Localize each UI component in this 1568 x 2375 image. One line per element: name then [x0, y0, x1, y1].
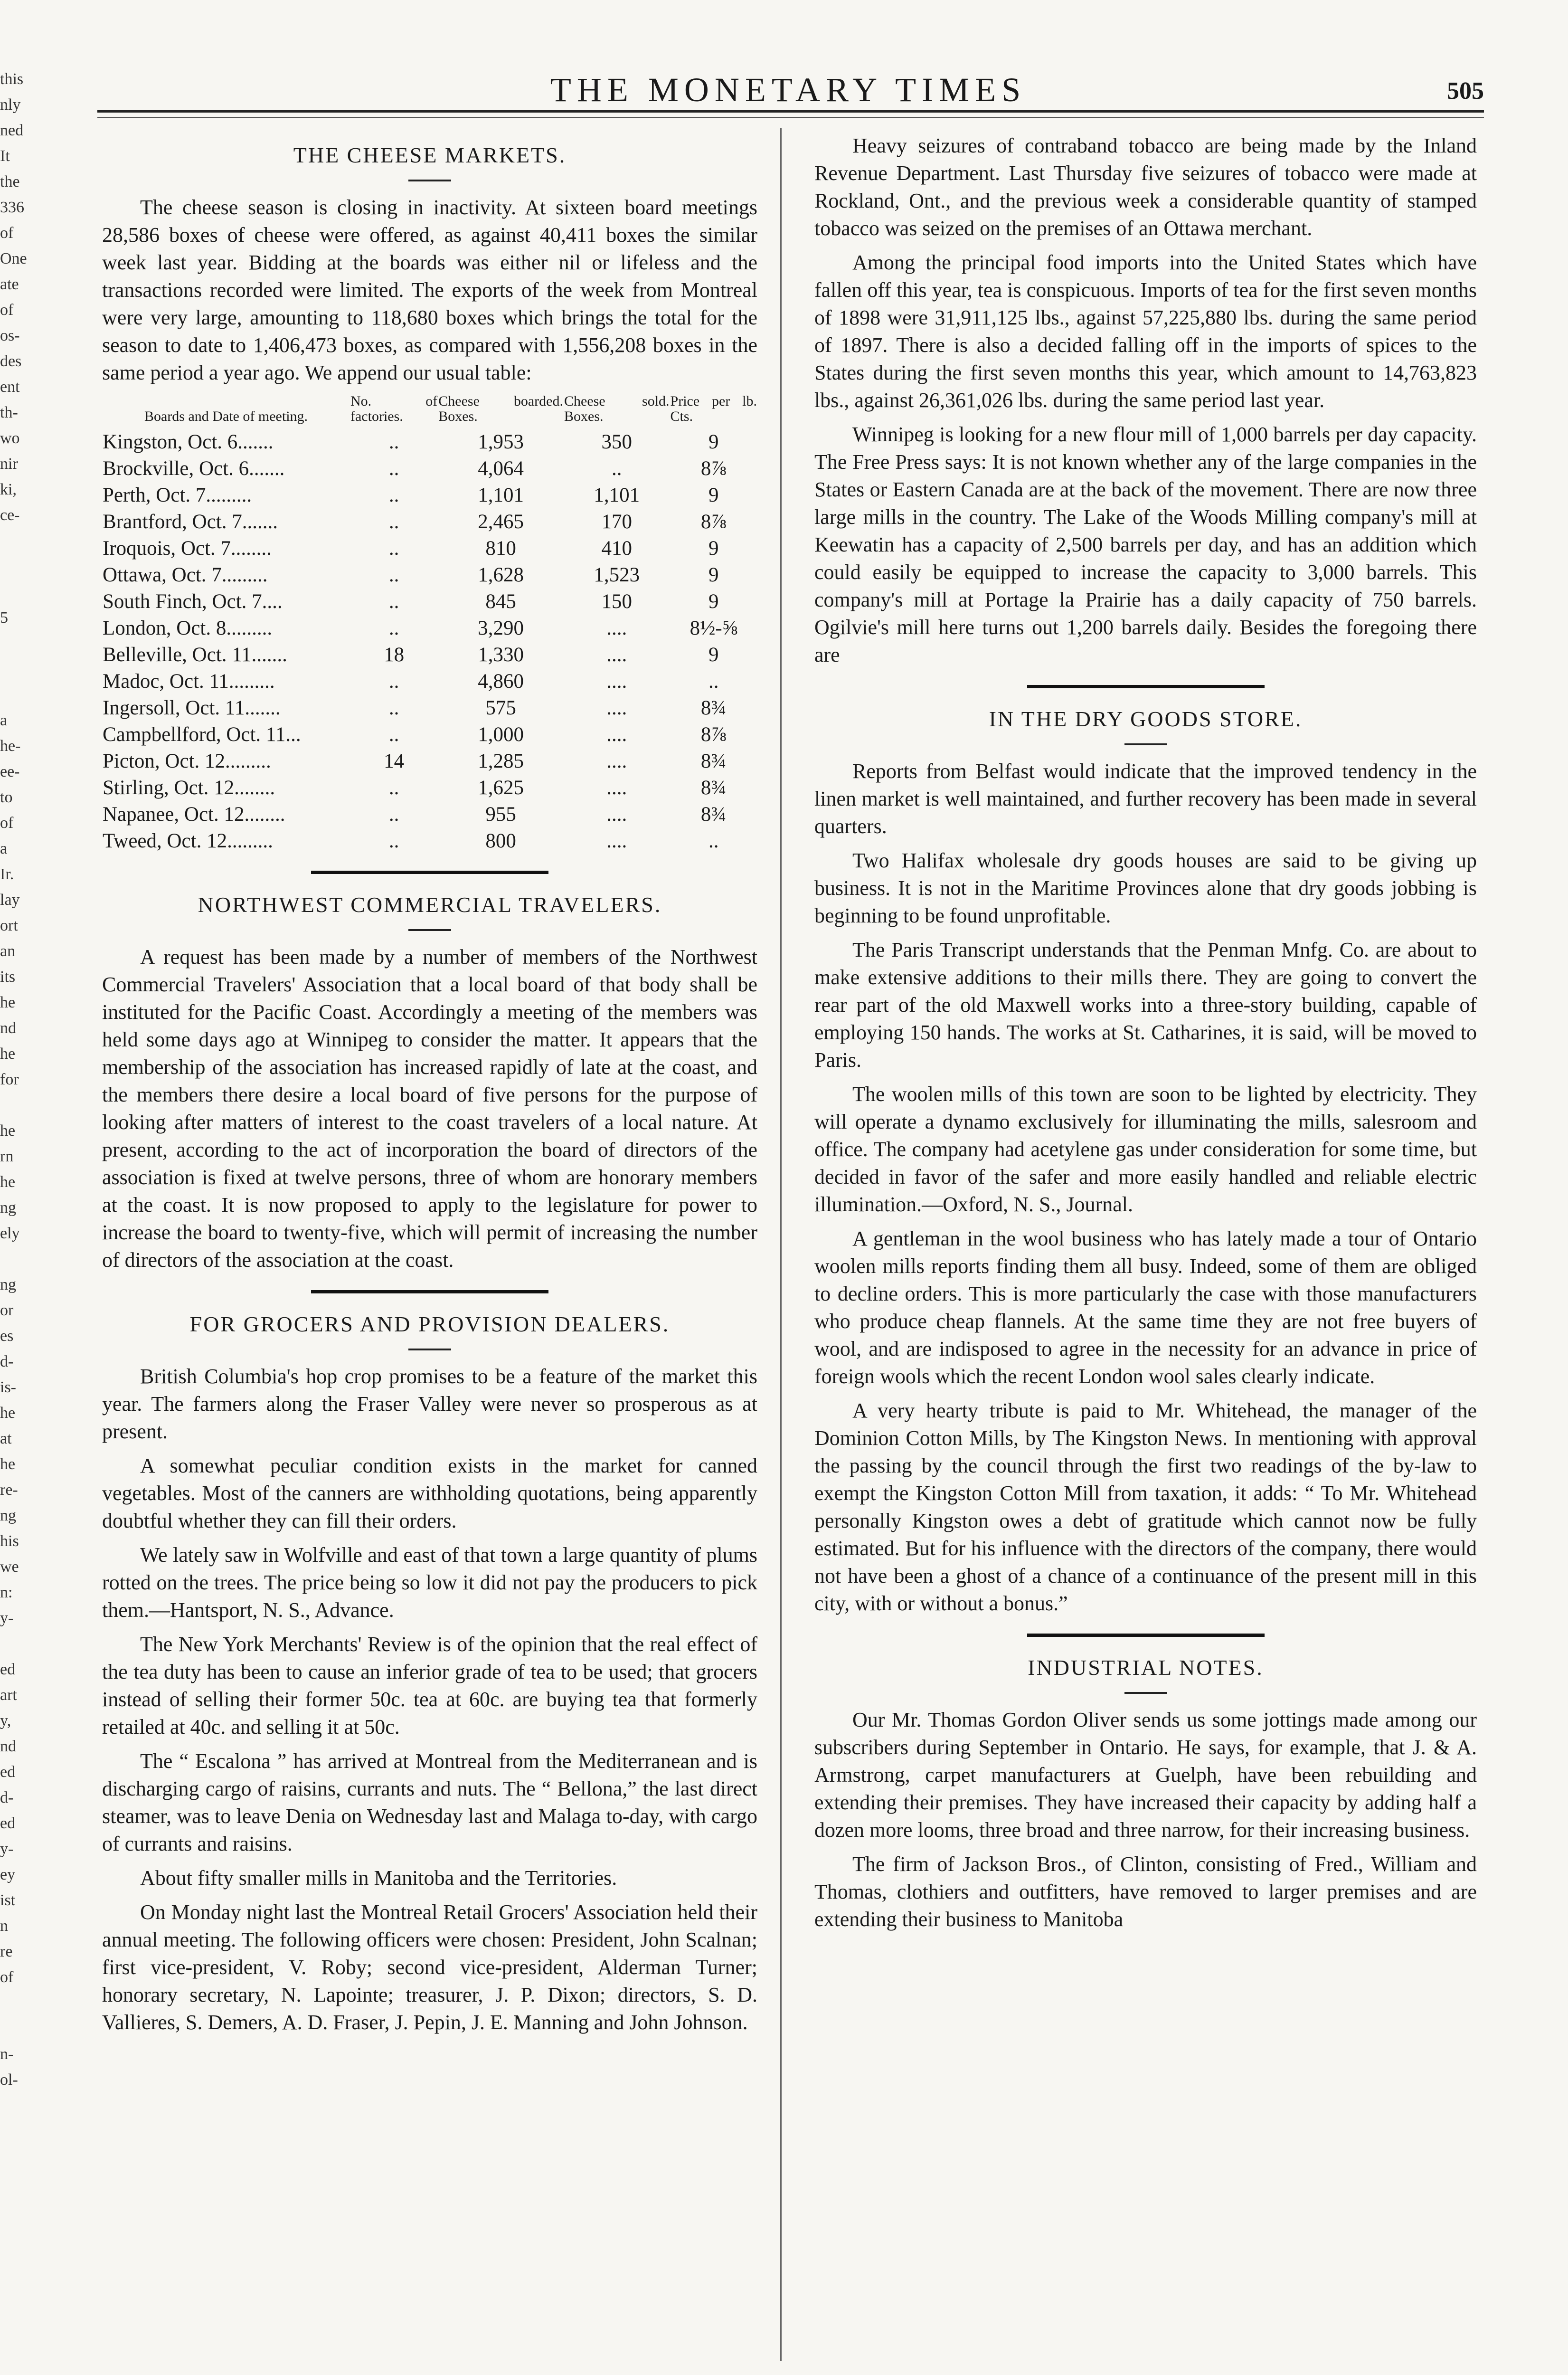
table-cell: Campbellford, Oct. 11... [103, 723, 301, 746]
table-row [102, 615, 757, 642]
table-cell: London, Oct. 8......... [103, 617, 273, 639]
margin-fragment: ng [0, 1276, 16, 1293]
margin-fragment: ate [0, 276, 19, 293]
table-cell: 350 [601, 431, 633, 453]
table-cell: Belleville, Oct. 11....... [103, 644, 287, 666]
margin-fragment: the [0, 173, 20, 190]
table-cell: .. [388, 697, 399, 719]
cheese-column-header: Cheese sold. Boxes. [564, 393, 670, 424]
table-cell: .. [388, 803, 399, 826]
table-cell: 1,330 [478, 644, 524, 666]
margin-fragment: of [0, 301, 14, 319]
margin-fragment: lay [0, 891, 20, 909]
margin-fragment: we [0, 1558, 19, 1576]
cheese-column-header: Boards and Date of meeting. [144, 408, 308, 424]
margin-fragment: ee- [0, 763, 20, 780]
margin-fragment: he [0, 1455, 16, 1473]
margin-fragment: he [0, 994, 16, 1011]
margin-fragment: its [0, 968, 16, 986]
drygoods-body [814, 758, 1477, 1617]
margin-fragment: n- [0, 2045, 14, 2063]
margin-fragment: or [0, 1302, 14, 1319]
table-cell: 3,290 [478, 617, 524, 639]
margin-fragment: ed [0, 1661, 16, 1678]
margin-fragment: ng [0, 1507, 16, 1524]
margin-fragment [0, 580, 28, 605]
margin-fragment: his [0, 1532, 19, 1550]
table-cell: 170 [601, 511, 633, 533]
table-cell: .... [606, 670, 627, 693]
table-cell: .... [606, 697, 627, 719]
industrial-paragraph: Our Mr. Thomas Gordon Oliver sends us some jottings made among our subscribers during September in Ontario. He says, for example, that J. & A. Armstrong, carpet manufacturers at Guelph, have been rebuilding and extending their premises. They have increased their capacity by adding half a dozen more looms, three broad and three narrow, for their increasing business. [814, 1708, 1477, 1842]
table-cell: 8⅞ [700, 457, 727, 480]
margin-fragment: 5 [0, 609, 8, 627]
margin-fragment: y- [0, 1609, 14, 1627]
margin-fragment: nd [0, 1019, 16, 1037]
table-cell: Kingston, Oct. 6....... [103, 431, 274, 453]
table-cell: 9 [708, 644, 719, 666]
margin-fragment: One [0, 250, 27, 267]
masthead [93, 70, 1484, 123]
table-cell: 9 [708, 484, 719, 506]
table-cell: 8¾ [700, 803, 727, 826]
table-cell: .. [388, 590, 399, 613]
table-cell: Iroquois, Oct. 7........ [103, 537, 272, 560]
table-row [102, 535, 757, 562]
margin-fragment: of [0, 814, 14, 832]
table-cell: .. [388, 830, 399, 852]
margin-fragment: th- [0, 404, 18, 421]
margin-fragment: he [0, 1045, 16, 1063]
drygoods-paragraph: Two Halifax wholesale dry goods houses are said to be giving up business. It is not in the Maritime Provinces alone that dry goods jobbing is beginning to be found unprofitable. [814, 849, 1477, 927]
table-cell: 810 [485, 537, 516, 560]
table-cell: 800 [485, 830, 516, 852]
table-cell: 4,064 [478, 457, 524, 480]
margin-fragment [0, 1092, 28, 1118]
drygoods-paragraph: A very hearty tribute is paid to Mr. Whitehead, the manager of the Dominion Cotton Mills, by The Kingston News. In mentioning with approval the passing by the council through the first two readings of the by-law to exempt the Kingston Cotton Mill from taxation, it adds: “ To Mr. Whitehead personally Kingston owes a debt of gratitude which cannot now be fully estimated. But for his influence with the directors of the company, there would not have been a ghost of a chance of a continuance of the present mill in this city, with or without a bonus.” [814, 1399, 1477, 1615]
margin-fragment: rn [0, 1148, 14, 1165]
table-cell: 150 [601, 590, 633, 613]
margin-fragment: is- [0, 1378, 16, 1396]
margin-fragment: ely [0, 1225, 20, 1242]
table-cell: Napanee, Oct. 12........ [103, 803, 285, 826]
table-cell: South Finch, Oct. 7.... [103, 590, 283, 613]
table-cell: 845 [485, 590, 516, 613]
margin-fragment: wo [0, 429, 20, 447]
grocers-paragraph: About fifty smaller mills in Manitoba and the Territories. [140, 1866, 617, 1890]
margin-fragment [0, 1990, 28, 2016]
table-cell: .... [606, 803, 627, 826]
margin-fragment: ort [0, 917, 18, 934]
table-cell: .... [606, 777, 627, 799]
masthead-rule [97, 110, 1484, 113]
table-cell: 4,860 [478, 670, 524, 693]
margin-fragment: des [0, 352, 22, 370]
table-cell: Madoc, Oct. 11......... [103, 670, 275, 693]
table-cell: 2,465 [478, 511, 524, 533]
cheese-column-header: Price per lb. Cts. [670, 393, 757, 424]
table-cell: 8¾ [700, 777, 727, 799]
margin-fragment [0, 631, 28, 656]
left-column [102, 124, 757, 2043]
margin-fragment: of [0, 224, 14, 242]
margin-fragment: d- [0, 1353, 14, 1370]
grocers-body [102, 1363, 757, 2036]
table-cell: 1,285 [478, 750, 524, 772]
drygoods-heading: IN THE DRY GOODS STORE. [989, 707, 1303, 731]
table-cell: 18 [384, 644, 405, 666]
table-cell: 1,625 [478, 777, 524, 799]
margin-fragment: re [0, 1943, 13, 1960]
table-row [102, 482, 757, 509]
table-cell: 1,953 [478, 431, 524, 453]
table-row [102, 562, 757, 589]
grocers-paragraph: We lately saw in Wolfville and east of that town a large quantity of plums rotted on the trees. The price being so low it did not pay the producers to pick them.—Hantsport, N. S., Advance. [102, 1543, 757, 1622]
table-cell: .. [388, 484, 399, 506]
table-row [102, 748, 757, 775]
table-cell: .... [606, 723, 627, 746]
table-cell: .. [612, 457, 622, 480]
news-paragraph: Heavy seizures of contraband tobacco are being made by the Inland Revenue Department. Last Thursday five seizures of tobacco were made at Rockland, Ont., and the previous week a considerable quantity of stamped tobacco was seized on the premises of an Ottawa merchant. [814, 134, 1477, 240]
margin-fragment: n: [0, 1584, 13, 1601]
margin-fragment: a [0, 712, 8, 729]
margin-fragment: of [0, 1968, 14, 1986]
table-cell: .. [388, 511, 399, 533]
grocers-paragraph: British Columbia's hop crop promises to be a feature of the market this year. The farmers along the Fraser Valley were never so prosperous as at present. [102, 1365, 757, 1443]
table-cell: .. [708, 830, 719, 852]
table-cell: Tweed, Oct. 12......... [103, 830, 273, 852]
column-separator [780, 128, 782, 2361]
margin-fragment: ng [0, 1199, 16, 1216]
drygoods-paragraph: Reports from Belfast would indicate that the improved tendency in the linen market is well maintained, and further recovery has been made in several quarters. [814, 760, 1477, 838]
table-cell: 410 [601, 537, 633, 560]
margin-fragment: ce- [0, 506, 20, 524]
publication-title: THE MONETARY TIMES [550, 71, 1027, 109]
table-cell: 8⅞ [700, 511, 727, 533]
table-cell: Brantford, Oct. 7....... [103, 511, 278, 533]
table-row [102, 429, 757, 456]
table-cell: 1,000 [478, 723, 524, 746]
margin-fragment: re- [0, 1481, 18, 1499]
margin-fragment: 336 [0, 199, 24, 216]
table-cell: 14 [384, 750, 405, 772]
industrial-body [814, 1706, 1477, 1933]
margin-fragment: os- [0, 327, 20, 344]
margin-fragment: es [0, 1327, 14, 1345]
margin-fragment: ned [0, 122, 24, 139]
table-cell: .... [606, 644, 627, 666]
table-cell: Ottawa, Oct. 7......... [103, 564, 268, 586]
table-row [102, 722, 757, 748]
table-row [102, 642, 757, 668]
cheese-table [102, 393, 757, 855]
section-divider [311, 1290, 548, 1293]
right-column [814, 124, 1477, 1940]
margin-fragment: for [0, 1071, 19, 1088]
margin-fragment [0, 656, 28, 682]
margin-fragment: nd [0, 1738, 16, 1755]
section-divider [1027, 685, 1265, 688]
section-divider [311, 871, 548, 874]
margin-fragment [0, 528, 28, 554]
margin-fragment: Ir. [0, 865, 14, 883]
margin-fragment: he- [0, 737, 21, 755]
table-row [102, 775, 757, 801]
table-cell: .. [388, 431, 399, 453]
margin-fragment: a [0, 840, 8, 857]
table-cell: Picton, Oct. 12......... [103, 750, 271, 772]
section-rule [408, 180, 451, 181]
margin-fragment [0, 554, 28, 580]
table-cell: 9 [708, 590, 719, 613]
margin-fragment: ent [0, 378, 20, 396]
margin-fragment: n [0, 1917, 8, 1935]
margin-fragment: art [0, 1686, 17, 1704]
table-cell: 9 [708, 537, 719, 560]
table-row [102, 801, 757, 828]
northwest-heading: NORTHWEST COMMERCIAL TRAVELERS. [198, 893, 662, 917]
margin-fragment: ki, [0, 481, 17, 498]
margin-fragment [0, 1631, 28, 1657]
masthead-rule-thin [97, 117, 1484, 118]
table-cell: .. [388, 537, 399, 560]
margin-fragment: at [0, 1430, 12, 1447]
grocers-heading: FOR GROCERS AND PROVISION DEALERS. [189, 1312, 670, 1336]
table-cell: .. [388, 670, 399, 693]
drygoods-paragraph: The Paris Transcript understands that the Penman Mnfg. Co. are about to make extensive additions to their mills there. They are going to convert the rear part of the old Maxwell works into a three-story building, capable of employing 150 hands. The works at St. Catharines, it is said, will be moved to Paris. [814, 938, 1477, 1072]
section-divider [1027, 1634, 1265, 1637]
margin-fragment: an [0, 942, 16, 960]
table-row [102, 509, 757, 535]
table-cell: .... [606, 617, 627, 639]
section-rule [408, 929, 451, 931]
margin-fragment: he [0, 1173, 16, 1191]
margin-fragment: y, [0, 1712, 11, 1729]
table-cell: 8½-⅝ [690, 617, 737, 639]
margin-fragment: ol- [0, 2071, 18, 2089]
margin-fragment: ist [0, 1891, 16, 1909]
table-cell: 8¾ [700, 750, 727, 772]
section-rule [408, 1349, 451, 1350]
margin-fragment: he [0, 1122, 16, 1140]
margin-fragment: he [0, 1404, 16, 1422]
table-cell: .. [388, 617, 399, 639]
table-cell: 955 [485, 803, 516, 826]
table-cell: 1,628 [478, 564, 524, 586]
right-top-paragraphs [814, 132, 1477, 669]
table-cell: .. [388, 723, 399, 746]
table-cell: Ingersoll, Oct. 11....... [103, 697, 281, 719]
table-cell: 575 [485, 697, 516, 719]
margin-fragment: y- [0, 1840, 14, 1858]
cheese-table-body [102, 429, 757, 855]
table-cell: .. [388, 564, 399, 586]
table-cell: Stirling, Oct. 12........ [103, 777, 275, 799]
table-row [102, 456, 757, 482]
cheese-column-header: Cheese boarded. Boxes. [438, 393, 563, 424]
table-cell: 1,101 [478, 484, 524, 506]
drygoods-paragraph: The woolen mills of this town are soon to be lighted by electricity. They will operate a dynamo exclusively for illuminating the mills, salesroom and office. The company had acetylene gas under consideration for some time, but decided in favor of the safer and more easily handled and reliable electric illumination.—Oxford, N. S., Journal. [814, 1083, 1477, 1216]
grocers-paragraph: The “ Escalona ” has arrived at Montreal from the Mediterranean and is discharging cargo of raisins, currants and nuts. The “ Bellona,” the last direct steamer, was to leave Denia on Wednesday last and Malaga to-day, with cargo of currants and raisins. [102, 1749, 757, 1855]
cheese-table-header-row [102, 393, 757, 429]
section-rule [1124, 743, 1167, 745]
margin-fragment: d- [0, 1789, 14, 1806]
margin-fragment: nly [0, 96, 21, 114]
margin-fragment [0, 2016, 28, 2042]
margin-fragment [0, 682, 28, 708]
table-row [102, 668, 757, 695]
margin-fragment: It [0, 147, 10, 165]
table-row [102, 589, 757, 615]
table-row [102, 695, 757, 722]
table-cell: 9 [708, 431, 719, 453]
grocers-paragraph: On Monday night last the Montreal Retail Grocers' Association held their annual meeting. The following officers were chosen: President, John Scalnan; first vice-president, V. Roby; second vice-president, Alderman Turner; honorary secretary, N. Lapointe; treasurer, J. P. Dixon; directors, S. D. Vallieres, S. Demers, A. D. Fraser, J. Pepin, J. E. Manning and John Johnson. [102, 1900, 757, 2034]
table-cell: Brockville, Oct. 6....... [103, 457, 285, 480]
table-row [102, 828, 757, 855]
facing-page-margin-fragments [0, 66, 28, 2299]
table-cell: .... [606, 750, 627, 772]
news-paragraph: Winnipeg is looking for a new flour mill of 1,000 barrels per day capacity. The Free Press says: It is not known whether any of the large companies in the States or Eastern Canada are at the back of the movement. There are now three large mills in the country. The Lake of the Woods Milling company's mill at Keewatin has a capacity of 2,500 barrels per day, and has an addition which could easily be equipped to increase the capacity to 3,000 barrels. This company's mill at Portage la Prairie has a daily capacity of 750 barrels. Ogilvie's mill here turns out 1,200 barrels daily. Besides the foregoing there are [814, 423, 1477, 666]
margin-fragment: this [0, 70, 24, 88]
table-cell: 1,101 [594, 484, 640, 506]
margin-fragment: ed [0, 1763, 16, 1781]
industrial-heading: INDUSTRIAL NOTES. [1028, 1655, 1264, 1680]
grocers-paragraph: The New York Merchants' Review is of the opinion that the real effect of the tea duty has been to cause an inferior grade of tea to be used; that grocers instead of selling their former 50c. tea at 60c. are buying tea that formerly retailed at 40c. and selling it at 50c. [102, 1633, 757, 1738]
margin-fragment: to [0, 788, 13, 806]
table-cell: 1,523 [594, 564, 640, 586]
table-cell: 9 [708, 564, 719, 586]
table-cell: .. [388, 457, 399, 480]
table-cell: .. [388, 777, 399, 799]
page-number: 505 [1447, 77, 1484, 104]
table-cell: .. [708, 670, 719, 693]
grocers-paragraph: A somewhat peculiar condition exists in the market for canned vegetables. Most of the canners are withholding quotations, being apparently doubtful whether they can fill their orders. [102, 1454, 757, 1532]
section-rule [1124, 1692, 1167, 1694]
drygoods-paragraph: A gentleman in the wool business who has lately made a tour of Ontario woolen mills reports finding them all busy. Indeed, some of them are obliged to decline orders. This is more particularly the case with those manufacturers who produce cheap flannels. At the same time they are not free buyers of wool, and are indisposed to agree in the necessity for an advance in price of foreign wools which the recent London wool sales clearly indicate. [814, 1227, 1477, 1388]
industrial-paragraph: The firm of Jackson Bros., of Clinton, consisting of Fred., William and Thomas, clothiers and outfitters, have removed to larger premises and are extending their business to Manitoba [814, 1852, 1477, 1931]
table-cell: 8¾ [700, 697, 727, 719]
margin-fragment: ed [0, 1814, 16, 1832]
margin-fragment: ey [0, 1866, 16, 1883]
cheese-column-header: No. of factories. [350, 393, 438, 424]
cheese-markets-heading: THE CHEESE MARKETS. [293, 143, 567, 167]
northwest-paragraph: A request has been made by a number of members of the Northwest Commercial Travelers' Association that a local board of that body shall be instituted for the Pacific Coast. Accordingly a meeting of the members was held some days ago at Winnipeg to consider the matter. It appears that the membership of the association has increased rapidly of late at the coast, and the members there desire a local board of five persons for the purpose of looking after matters of interest to the coast travelers of a local nature. At present, according to the act of incorporation the board of directors of the association is fixed at twelve persons, three of whom are honorary members at the coast. It is now proposed to apply to the legislature for power to increase the board to twenty-five, which will permit of increasing the number of directors of the association at the coast. [102, 945, 757, 1272]
margin-fragment: nir [0, 455, 18, 473]
margin-fragment [0, 1246, 28, 1272]
cheese-intro-paragraph: The cheese season is closing in inactivity. At sixteen board meetings 28,586 boxes of cheese were offered, as against 40,411 boxes the similar week last year. Bidding at the boards was either nil or lifeless and the transactions recorded were limited. The exports of the week from Montreal were very large, amounting to 118,680 boxes which brings the total for the season to date to 1,406,473 boxes, as compared with 1,556,208 boxes in the same period a year ago. We append our usual table: [102, 196, 757, 384]
table-cell: Perth, Oct. 7......... [103, 484, 252, 506]
table-cell: 8⅞ [700, 723, 727, 746]
table-cell: .... [606, 830, 627, 852]
news-paragraph: Among the principal food imports into the United States which have fallen off this year, tea is conspicuous. Imports of tea for the first seven months of 1898 were 31,911,125 lbs., against 57,225,880 lbs. during the same period of 1897. There is also a decided falling off in the imports of spices to the States during the first seven months this year, which amount to 14,763,823 lbs., against 26,361,026 lbs. during the same period last year. [814, 251, 1477, 412]
